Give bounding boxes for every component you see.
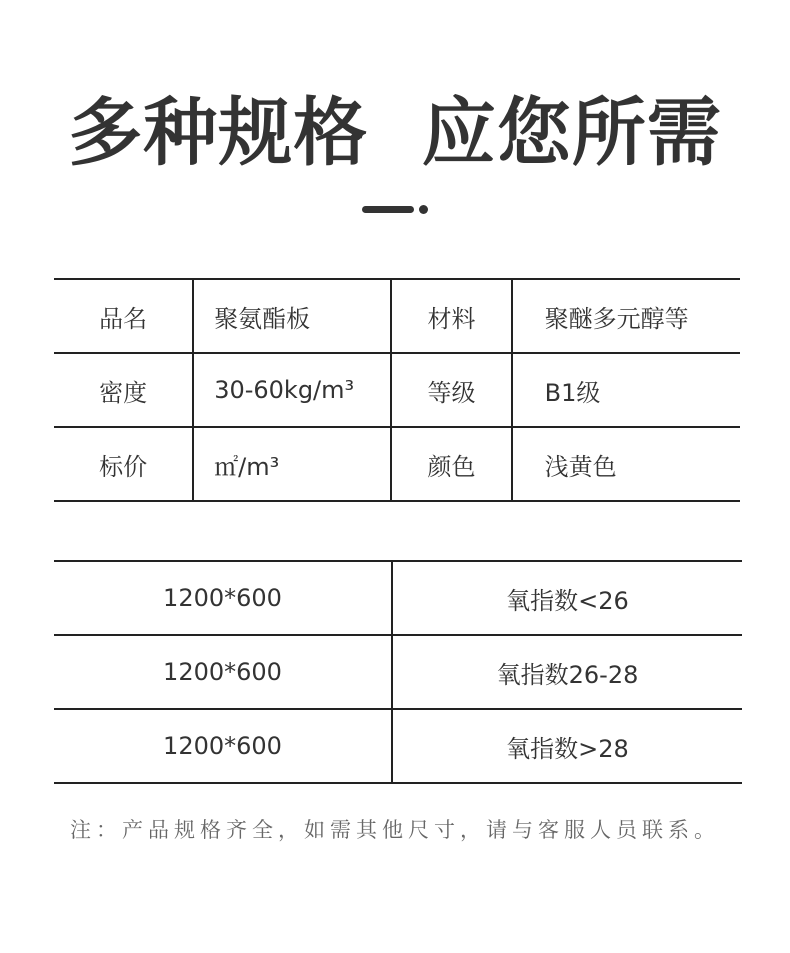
footnote: 注：产品规格齐全，如需其他尺寸，请与客服人员联系。 bbox=[70, 818, 720, 842]
spec-value-price: ㎡/m³ bbox=[193, 427, 391, 501]
divider-dot bbox=[419, 205, 428, 214]
oxygen-index-cell: 氧指数>28 bbox=[392, 709, 742, 783]
spec-label-grade: 等级 bbox=[391, 353, 511, 427]
spec-value-name: 聚氨酯板 bbox=[193, 279, 391, 353]
table-row bbox=[54, 353, 740, 427]
table-row bbox=[54, 561, 742, 635]
size-cell: 1200*600 bbox=[54, 709, 392, 783]
spec-table bbox=[54, 278, 740, 502]
table-row bbox=[54, 427, 740, 501]
title-divider bbox=[362, 204, 432, 214]
divider-bar bbox=[362, 206, 414, 213]
spec-label-price: 标价 bbox=[54, 427, 193, 501]
table-row bbox=[54, 635, 742, 709]
size-table bbox=[54, 560, 742, 784]
spec-label-color: 颜色 bbox=[391, 427, 511, 501]
size-cell: 1200*600 bbox=[54, 561, 392, 635]
oxygen-index-cell: 氧指数<26 bbox=[392, 561, 742, 635]
table-row bbox=[54, 279, 740, 353]
spec-label-material: 材料 bbox=[391, 279, 511, 353]
table-row bbox=[54, 709, 742, 783]
spec-value-material: 聚醚多元醇等 bbox=[512, 279, 740, 353]
spec-label-density: 密度 bbox=[54, 353, 193, 427]
spec-value-grade: B1级 bbox=[512, 353, 740, 427]
oxygen-index-cell: 氧指数26-28 bbox=[392, 635, 742, 709]
spec-value-density: 30-60kg/m³ bbox=[193, 353, 391, 427]
page-title: 多种规格 应您所需 bbox=[68, 90, 722, 176]
spec-value-color: 浅黄色 bbox=[512, 427, 740, 501]
spec-label-name: 品名 bbox=[54, 279, 193, 353]
size-cell: 1200*600 bbox=[54, 635, 392, 709]
